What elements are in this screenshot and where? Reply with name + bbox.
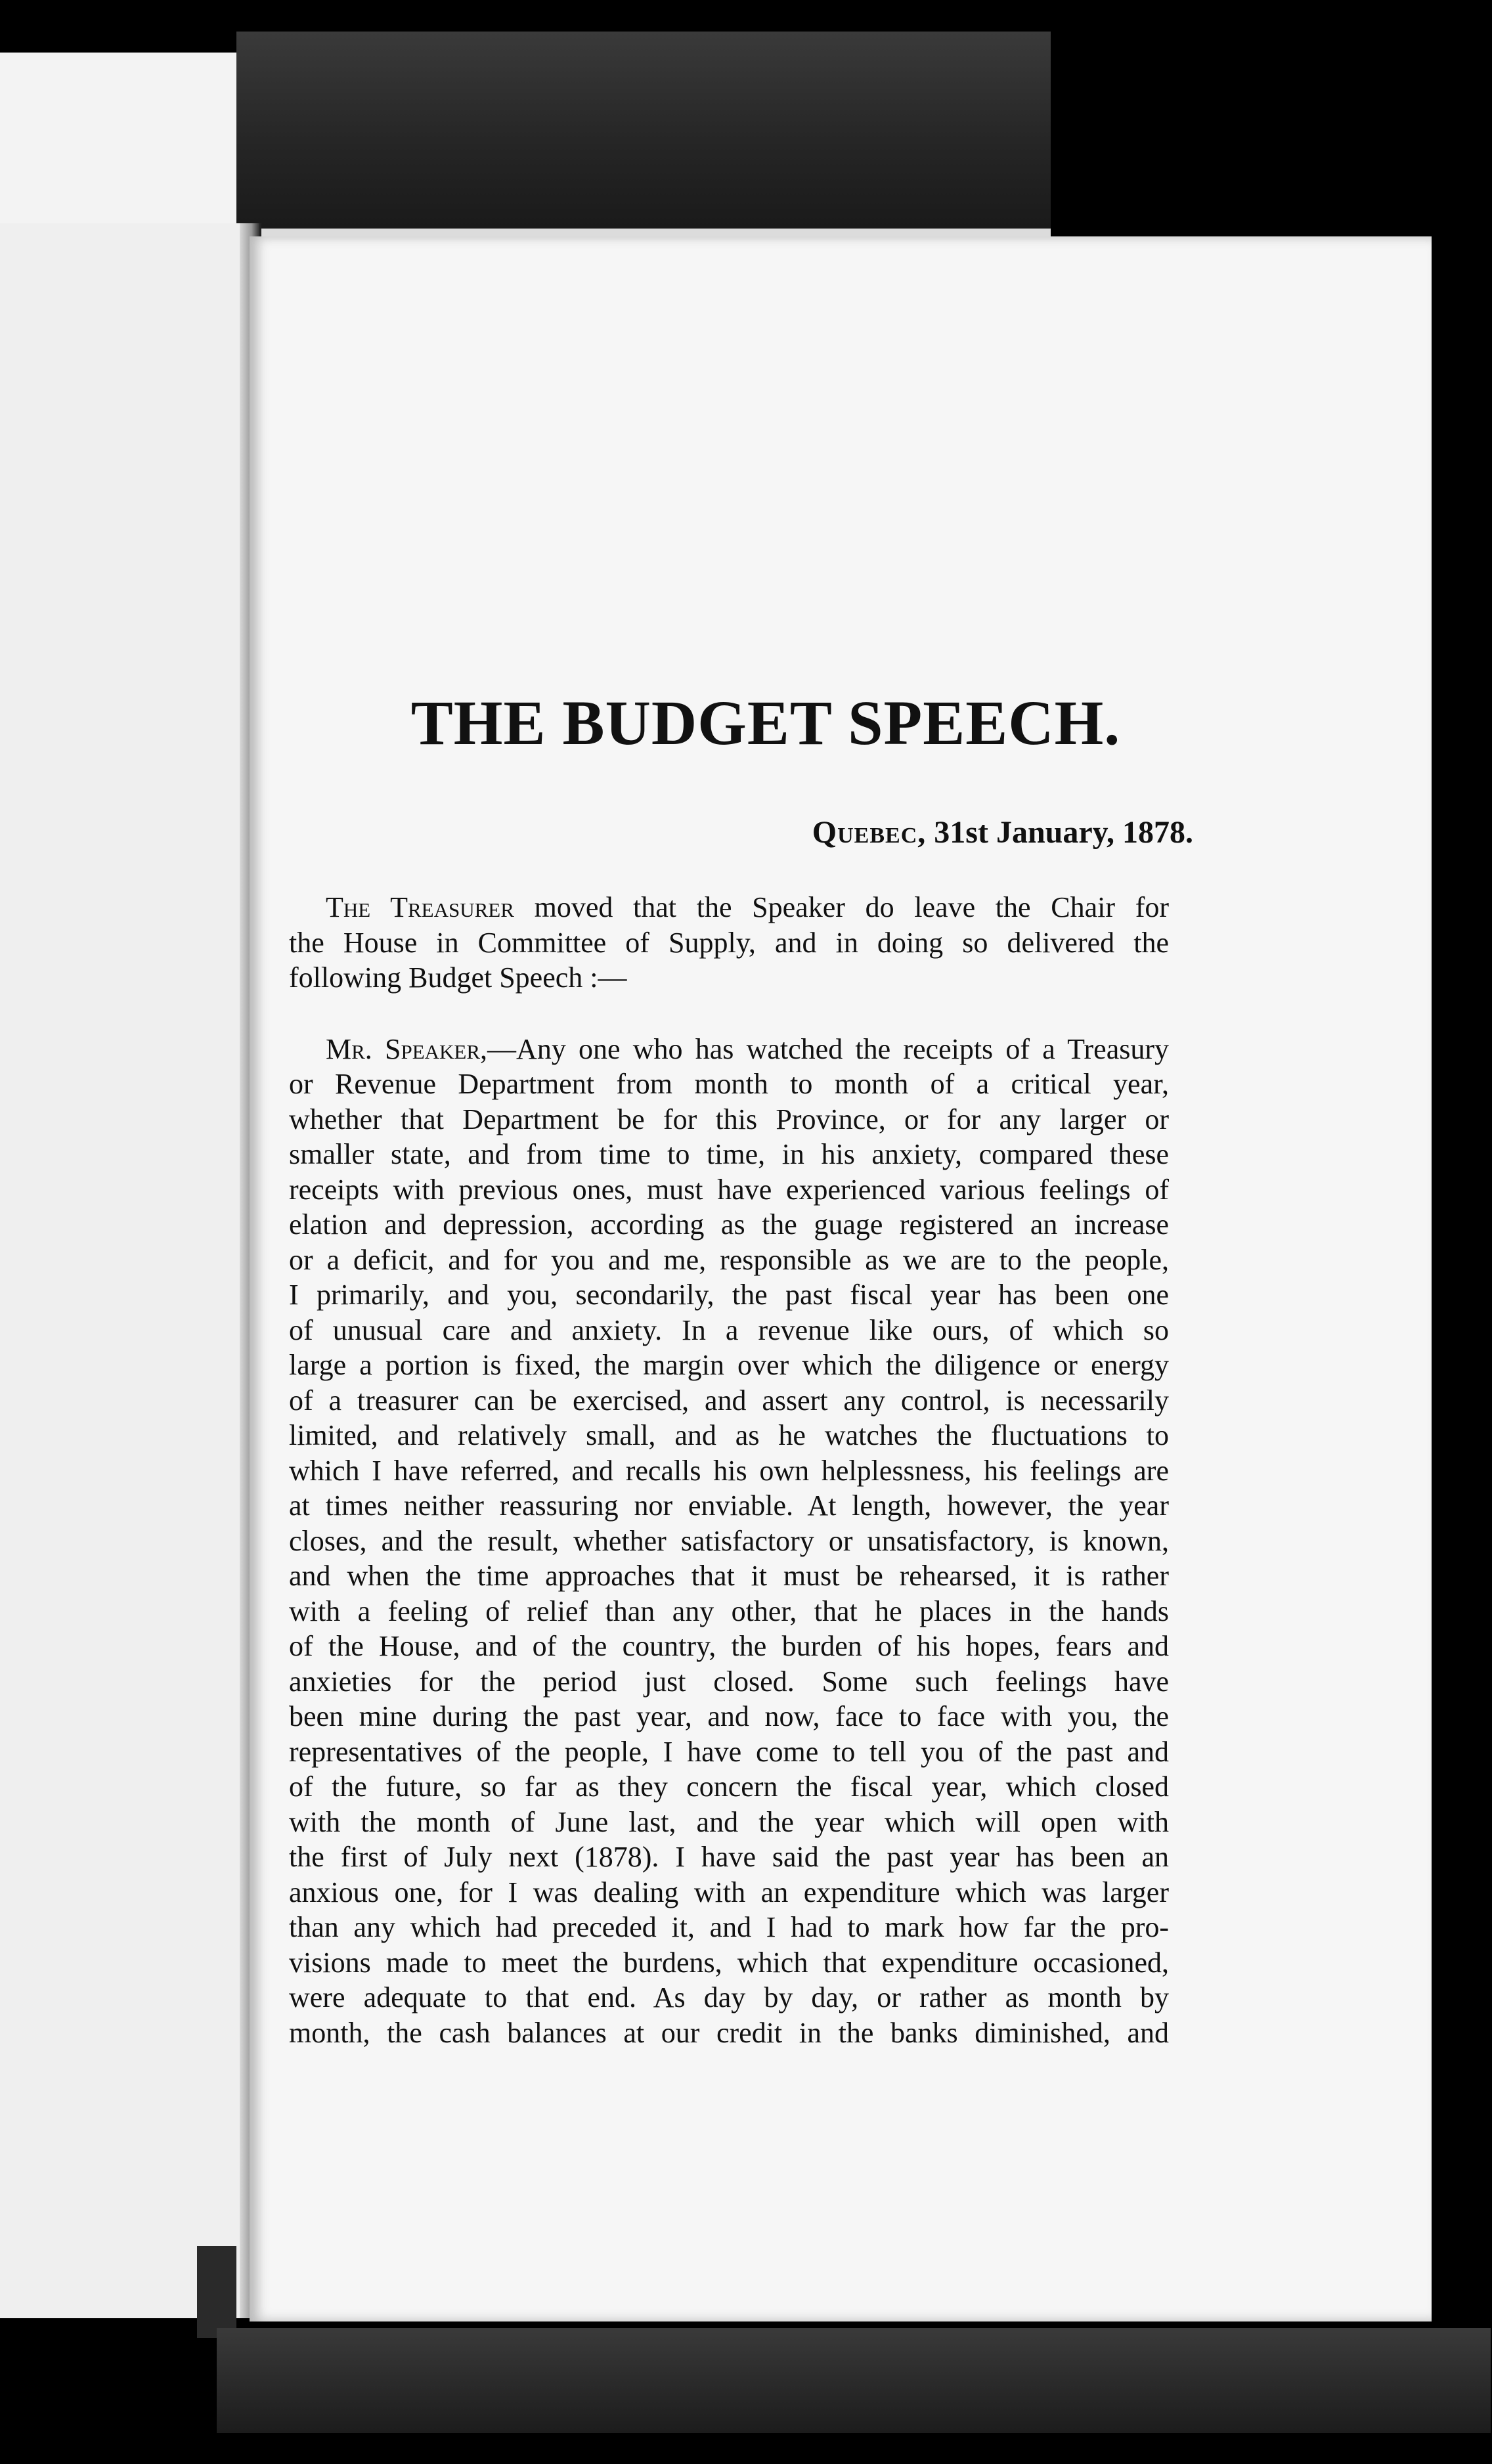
text-line: large a portion is fixed, the margin over which the diligence or energy: [289, 1349, 1169, 1381]
text-line: the first of July next (1878). I have said the past year has been an: [289, 1841, 1169, 1873]
text-line: of the future, so far as they concern the fiscal year, which closed: [289, 1771, 1169, 1803]
dateline-date: 31st January, 1878.: [934, 815, 1193, 850]
text-line: were adequate to that end. As day by day, or rather as month by: [289, 1981, 1169, 2013]
text-line: Mr. Speaker,—Any one who has watched the receipts of a Treasury: [326, 1032, 1169, 1065]
body-text: [289, 890, 1169, 2086]
text-line: elation and depression, according as the guage registered an increase: [289, 1208, 1169, 1241]
text-line: whether that Department be for this Province, or for any larger or: [289, 1103, 1169, 1135]
text-line: of unusual care and anxiety. In a revenue like ours, of which so: [289, 1313, 1169, 1346]
scan-top-left-paper: [0, 53, 236, 223]
text-line: or a deficit, and for you and me, responsible as we are to the people,: [289, 1243, 1169, 1276]
text-line: been mine during the past year, and now, face to face with you, the: [289, 1700, 1169, 1732]
text-line: at times neither reassuring nor enviable. At length, however, the year: [289, 1489, 1169, 1522]
text-line: I primarily, and you, secondarily, the past fiscal year has been one: [289, 1279, 1169, 1311]
scan-bottom-shadow: [217, 2328, 1491, 2433]
text-line: with the month of June last, and the year which will open with: [289, 1805, 1169, 1838]
speaker-name: The Treasurer: [326, 891, 514, 923]
text-line: or Revenue Department from month to month of a critical year,: [289, 1068, 1169, 1100]
text-line: The Treasurer moved that the Speaker do leave the Chair for: [326, 891, 1170, 923]
speech-paragraph: [289, 1032, 1169, 2051]
dateline: [812, 814, 1193, 850]
text-line: with a feeling of relief than any other, that he places in the hands: [289, 1595, 1169, 1627]
text-line: following Budget Speech :—: [289, 961, 627, 994]
facing-page: [0, 223, 261, 2318]
text-line: anxieties for the period just closed. Some such feelings have: [289, 1665, 1169, 1698]
text-line: smaller state, and from time to time, in his anxiety, compared these: [289, 1138, 1169, 1170]
binding-shadow: [197, 2246, 236, 2338]
text-line: representatives of the people, I have come to tell you of the past and: [289, 1735, 1169, 1768]
text-line: limited, and relatively small, and as he watches the fluctuations to: [289, 1419, 1169, 1451]
text-line: of a treasurer can be exercised, and assert any control, is necessarily: [289, 1384, 1169, 1417]
text-line: of the House, and of the country, the burden of his hopes, fears and: [289, 1630, 1169, 1662]
text-line: closes, and the result, whether satisfactory or unsatisfactory, is known,: [289, 1524, 1169, 1557]
intro-paragraph: [289, 890, 1169, 996]
text-line: visions made to meet the burdens, which that expenditure occasioned,: [289, 1946, 1169, 1979]
dateline-place: Quebec,: [812, 815, 927, 850]
text-line: the House in Committee of Supply, and in doing so delivered the: [289, 926, 1169, 959]
addressee: Mr. Speaker,: [326, 1032, 488, 1065]
text-line: which I have referred, and recalls his own helplessness, his feelings are: [289, 1454, 1169, 1487]
scan-top-shadow: [236, 32, 1051, 229]
text-line: month, the cash balances at our credit in the banks diminished, and: [289, 2016, 1169, 2049]
text-line: and when the time approaches that it must be rehearsed, it is rather: [289, 1560, 1169, 1592]
text-line: anxious one, for I was dealing with an expenditure which was larger: [289, 1876, 1169, 1908]
text-line: receipts with previous ones, must have experienced various feelings of: [289, 1173, 1169, 1206]
text-line: than any which had preceded it, and I had to mark how far the pro-: [289, 1911, 1169, 1943]
page-title: THE BUDGET SPEECH.: [410, 688, 1121, 758]
